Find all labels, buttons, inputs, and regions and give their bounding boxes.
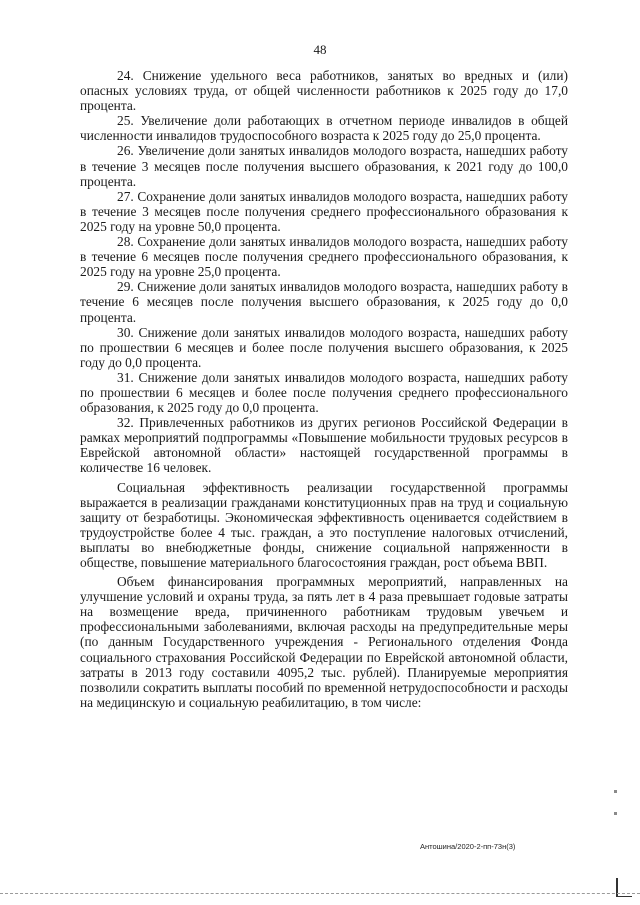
paragraph-item-32: 32. Привлеченных работников из других регионов Российской Федерации в рамках мероприятий подпрограммы «Повышение мобильности трудовых ресурсов в Еврейской автономной области» настоящей государственной программы в количестве 16 человек. [80,415,568,476]
document-code: Антошина/2020-2-пп-73н(3) [420,842,516,851]
paragraph-item-26: 26. Увеличение доли занятых инвалидов молодого возраста, нашедших работу в течение 3 месяцев после получения высшего образования, к 2021 году до 100,0 процента. [80,143,568,189]
paragraph-item-30: 30. Снижение доли занятых инвалидов молодого возраста, нашедших работу по прошествии 6 месяцев и более после получения высшего образования, к 2025 году до 0,0 процента. [80,324,568,370]
paragraph-item-28: 28. Сохранение доли занятых инвалидов молодого возраста, нашедших работу в течение 6 месяцев после получения среднего профессионального образования, к 2025 году на уровне 25,0 процента. [80,234,568,280]
document-body [80,68,568,710]
paragraph-financing: Объем финансирования программных мероприятий, направленных на улучшение условий и охраны труда, за пять лет в 4 раза превышает годовые затраты на возмещение вреда, причиненного работникам трудовым увечьем и профессиональными заболеваниями, включая расходы на предупредительные меры (по данным Государственного учреждения - Регионального отделения Фонда социального страхования Российской Федерации по Еврейской автономной области, затраты в 2013 году составили 4095,2 тыс. рублей). Планируемые мероприятия позволили сократить выплаты пособий по временной нетрудоспособности и расходы на медицинскую и социальную реабилитацию, в том числе: [80,574,568,710]
paragraph-social-efficiency: Социальная эффективность реализации государственной программы выражается в реализации гражданами конституционных прав на труд и социальную защиту от безработицы. Экономическая эффективность оценивается содействием в трудоустройстве более 4 тыс. граждан, а это поступление налоговых отчислений, выплаты во внебюджетные фонды, снижение социальной напряженности в обществе, повышение материального благосостояния граждан, рост объема ВВП. [80,479,568,570]
paragraph-item-25: 25. Увеличение доли работающих в отчетном периоде инвалидов в общей численности инвалидов трудоспособного возраста к 2025 году до 25,0 процента. [80,113,568,144]
scan-speck [614,790,617,793]
page-number: 48 [313,42,327,57]
scan-speck [614,812,617,815]
paragraph-item-27: 27. Сохранение доли занятых инвалидов молодого возраста, нашедших работу в течение 3 месяцев после получения среднего профессионального образования к 2025 году на уровне 50,0 процента. [80,188,568,234]
scan-bottom-edge [0,893,640,895]
paragraph-item-29: 29. Снижение доли занятых инвалидов молодого возраста, нашедших работу в течение 6 месяцев после получения высшего образования, к 2025 году до 0,0 процента. [80,279,568,325]
paragraph-item-24: 24. Снижение удельного веса работников, занятых во вредных и (или) опасных условиях труда, от общей численности работников к 2025 году до 17,0 процента. [80,68,568,114]
paragraph-item-31: 31. Снижение доли занятых инвалидов молодого возраста, нашедших работу по прошествии 6 месяцев и более после получения среднего профессионального образования, к 2025 году до 0,0 процента. [80,369,568,416]
